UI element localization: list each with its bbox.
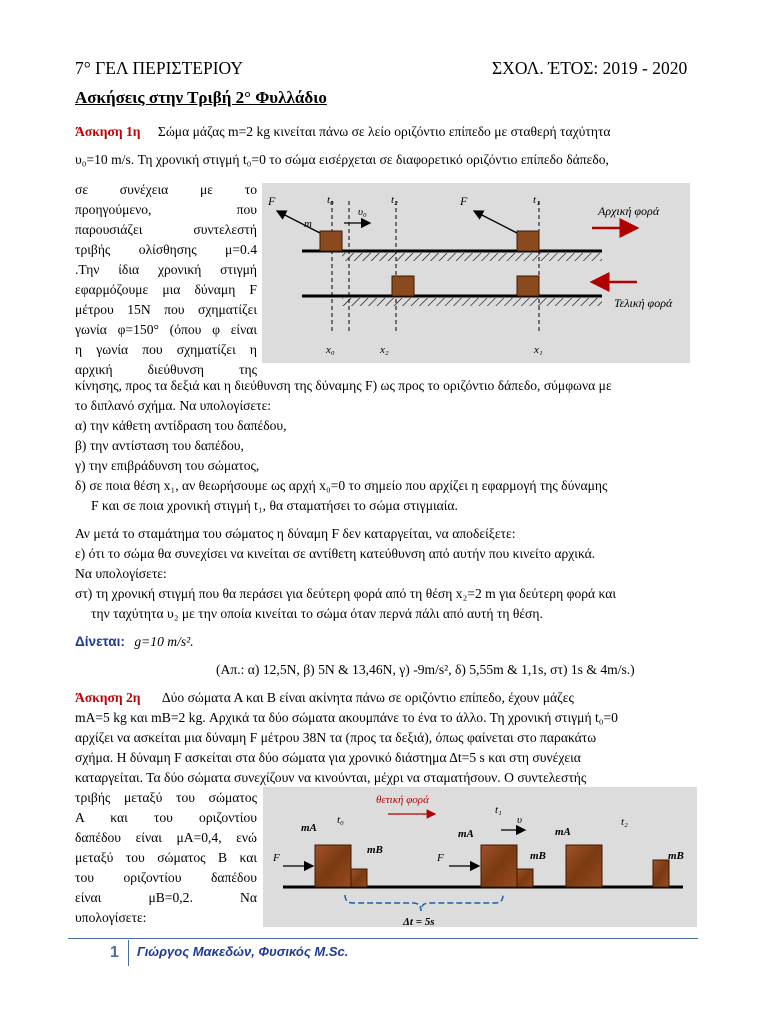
ex1-text-4: το διπλανό σχήμα. Να υπολογίσετε: [75, 398, 272, 413]
upper-floor-hatch [342, 253, 602, 261]
fig1-v0-label: υ₀ [358, 206, 367, 218]
fig1-F2-label: F [460, 194, 468, 208]
ex1-text-6: Να υπολογίσετε: [75, 566, 167, 581]
ex1-text-3: κίνησης, προς τα δεξιά και η διεύθυνση της δύναμης F) ως προς το οριζόντιο δάπεδο, σύμφωνα με [75, 378, 612, 393]
ex2-side-text: τριβής μεταξύ του σώματος Α και του οριζοντίου δαπέδου είναι μA=0,4, ενώ μεταξύ του σώματος Β και του οριζοντίου δαπέδου είναι μB=0,2. Να υπολογίσετε: [75, 790, 257, 925]
fig1-t2-label: t₂ [391, 194, 398, 206]
block-A-3 [566, 845, 602, 887]
lower-floor-hatch [342, 298, 602, 306]
ex1-question-c: γ) την επιβράδυνση του σώματος, [75, 458, 260, 473]
fig2-mA-2: mA [458, 828, 474, 840]
ex2-text-3: αρχίζει να ασκείται μια δύναμη F μέτρου 38N τα (προς τα δεξιά), όπως φαίνεται στο παρακάτω [75, 730, 597, 745]
school-year: ΣΧΟΛ. ΈΤΟΣ: 2019 - 2020 [492, 58, 688, 78]
fig2-t1-label: t₁ [495, 804, 502, 816]
force-arrow-1 [277, 211, 320, 233]
page-number: 1 [110, 944, 119, 961]
given-value: g=10 m/s². [134, 634, 194, 649]
ex2-figure [263, 787, 697, 927]
fig1-m-label: m [304, 218, 312, 230]
ex1-figure [262, 183, 690, 363]
fig1-final-label: Τελική φορά [614, 296, 673, 310]
fig1-initial-label: Αρχική φορά [598, 204, 660, 218]
block-stop-lower [517, 276, 539, 296]
fig1-F1-label: F [268, 194, 276, 208]
ex2-text-2: mA=5 kg και mB=2 kg. Αρχικά τα δύο σώματα ακουμπάνε το ένα το άλλο. Τη χρονική στιγμή t₀=0 [75, 710, 618, 725]
fig1-x0-label: x₀ [326, 344, 335, 356]
footer-rule [68, 938, 698, 939]
ex1-line-1 [75, 122, 695, 142]
block-B-2 [517, 869, 533, 887]
ex1-answers: (Απ.: α) 12,5Ν, β) 5N & 13,46N, γ) -9m/s², δ) 5,55m & 1,1s, στ) 1s & 4m/s.) [216, 662, 635, 677]
block-B-3 [653, 860, 669, 887]
ex1-label: Άσκηση 1η [75, 124, 141, 139]
ex1-question-b: β) την αντίσταση του δαπέδου, [75, 438, 244, 453]
page-title: Ασκήσεις στην Τριβή 2° Φυλλάδιο [75, 88, 327, 107]
fig2-t0-label: t₀ [337, 814, 344, 826]
block-A-2 [481, 845, 517, 887]
fig2-mB-3: mB [668, 850, 684, 862]
ex1-text-5: Αν μετά το σταμάτημα του σώματος η δύναμη F δεν καταργείται, να αποδείξετε: [75, 526, 516, 541]
block-stop [517, 231, 539, 251]
block-A-1 [315, 845, 351, 887]
fig2-v-label: υ [517, 814, 523, 826]
ex1-question-e: ε) ότι το σώμα θα συνεχίσει να κινείται σε αντίθετη κατεύθυνση από αυτήν που κινείτο αρχικά. [75, 546, 596, 561]
fig2-positive-label: θετική φορά [376, 794, 429, 806]
fig2-F-2: F [437, 852, 444, 864]
fig1-t1-label: t₁ [533, 194, 540, 206]
force-arrow-2 [474, 211, 517, 233]
footer-separator [128, 940, 129, 966]
fig2-F-1: F [273, 852, 280, 864]
block-start [320, 231, 342, 251]
given-label: Δίνεται: [75, 634, 125, 649]
fig2-mB-1: mB [367, 844, 383, 856]
ex1-question-d-1: δ) σε ποια θέση x₁, αν θεωρήσουμε ως αρχή x₀=0 το σημείο που αρχίζει η εφαρμογή της δύναμης [75, 478, 608, 493]
ex1-question-f-2: την ταχύτητα υ₂ με την οποία κινείται το σώμα όταν περνά πάλι από αυτή τη θέση. [91, 606, 543, 621]
fig1-x1-label: x₁ [534, 344, 543, 356]
ex1-given [75, 632, 194, 652]
ex1-question-a: α) την κάθετη αντίδραση του δαπέδου, [75, 418, 287, 433]
ex2-label: Άσκηση 2η [75, 690, 141, 705]
block-B-1 [351, 869, 367, 887]
ex1-text-2: υ₀=10 m/s. Τη χρονική στιγμή t₀=0 το σώμα εισέρχεται σε διαφορετικό οριζόντιο επίπεδο δάπεδο, [75, 152, 609, 167]
ex2-text-4: σχήμα. Η δύναμη F ασκείται στα δύο σώματα για χρονικό διάστημα Δt=5 s και στη συνέχεια [75, 750, 581, 765]
fig2-mB-2: mB [530, 850, 546, 862]
fig2-mA-1: mA [301, 822, 317, 834]
author-name: Γιώργος Μακεδών, Φυσικός M.Sc. [137, 944, 349, 959]
ex1-text-1: Σώμα μάζας m=2 kg κινείται πάνω σε λείο οριζόντιο επίπεδο με σταθερή ταχύτητα [157, 124, 611, 139]
ex1-side-text: σε συνέχεια με το προηγούμενο, που παρουσιάζει συντελεστή τριβής ολίσθησης μ=0.4 .Την ίδια χρονική στιγμή εφαρμόζουμε μια δύναμη F μέτρου 15N που σχηματίζει γωνία φ=150° (όπου φ είναι η γωνία που σχηματίζει η αρχική διεύθυνση της [75, 182, 257, 377]
school-name: 7° ΓΕΛ ΠΕΡΙΣΤΕΡΙΟΥ [75, 58, 243, 78]
fig1-x2-label: x₂ [380, 344, 389, 356]
fig2-t2-label: t₂ [621, 816, 628, 828]
block-return [392, 276, 414, 296]
ex2-line-1 [75, 688, 574, 708]
ex1-question-d-2: F και σε ποια χρονική στιγμή t₁, θα σταματήσει το σώμα στιγμιαία. [91, 498, 458, 513]
ex2-text-5: καταργείται. Τα δύο σώματα συνεχίζουν να κινούνται, μέχρι να σταματήσουν. Ο συντελεστής [75, 770, 587, 785]
fig1-t0-label: t₀ [327, 194, 334, 206]
ex2-text-1: Δύο σώματα Α και Β είναι ακίνητα πάνω σε οριζόντιο επίπεδο, έχουν μάζες [161, 690, 574, 705]
fig2-mA-3: mA [555, 826, 571, 838]
interval-brace [345, 895, 503, 911]
ex1-question-f-1: στ) τη χρονική στιγμή που θα περάσει για δεύτερη φορά από τη θέση x₂=2 m για δεύτερη φορά και [75, 586, 617, 601]
fig2-dt-label: Δt = 5s [403, 916, 435, 927]
